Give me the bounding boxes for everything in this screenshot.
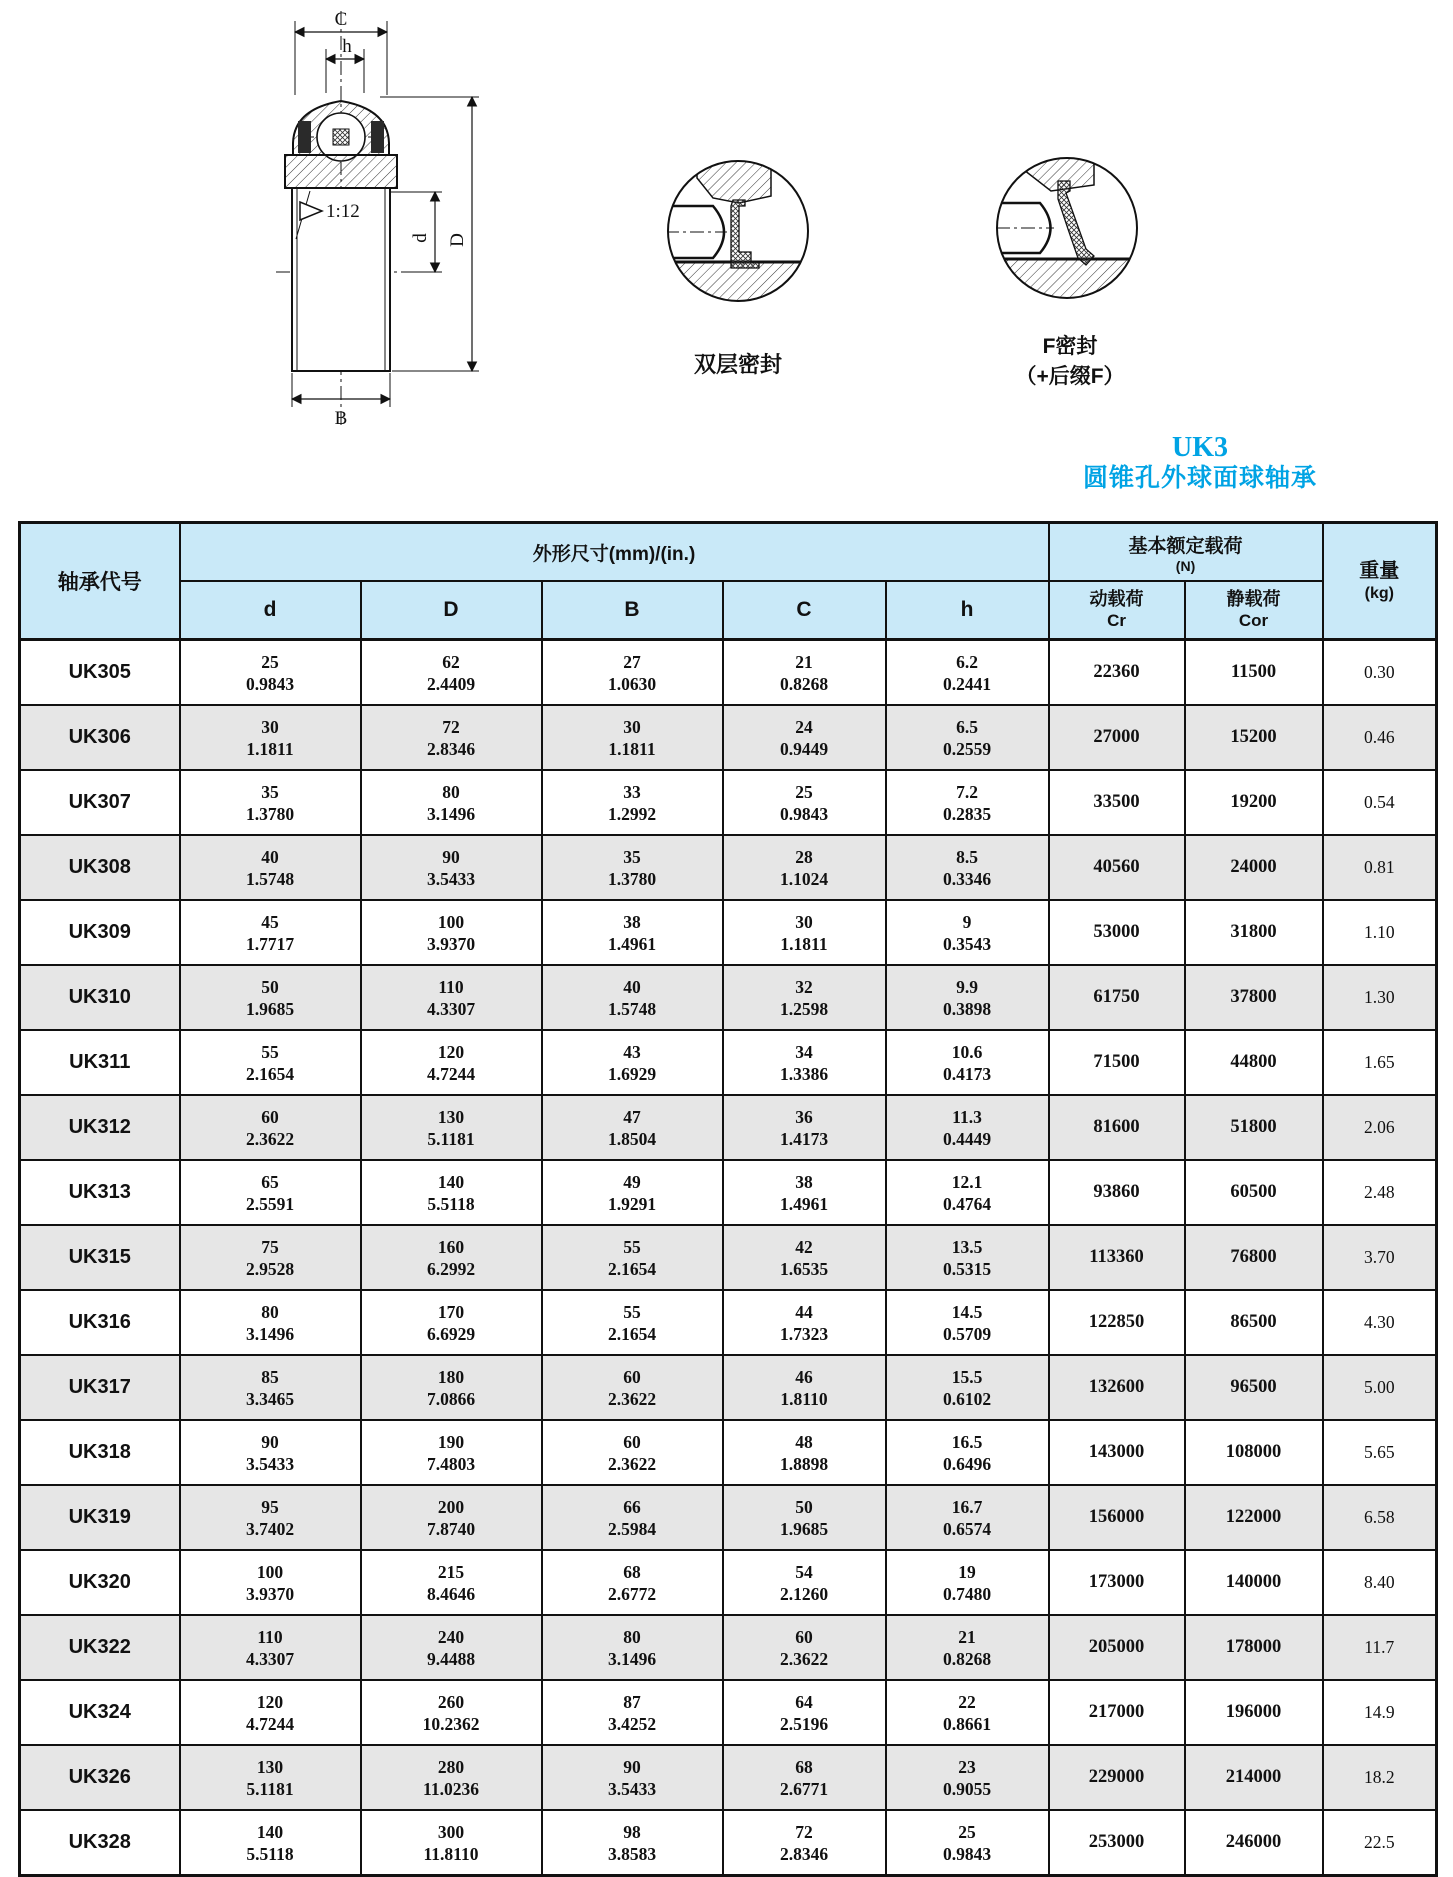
cell-dim-C: 68 2.6771 bbox=[723, 1745, 886, 1810]
double-seal-detail-drawing bbox=[663, 156, 813, 306]
cell-dim-D: 240 9.4488 bbox=[361, 1615, 542, 1680]
cell-dim-D: 130 5.1181 bbox=[361, 1095, 542, 1160]
cell-weight: 0.30 bbox=[1323, 640, 1437, 706]
cell-dim-d: 90 3.5433 bbox=[180, 1420, 361, 1485]
cell-bearing-code: UK318 bbox=[20, 1420, 180, 1485]
cell-dim-h: 8.5 0.3346 bbox=[886, 835, 1049, 900]
cell-dim-B: 68 2.6772 bbox=[542, 1550, 723, 1615]
table-row bbox=[20, 835, 1437, 900]
cell-static-load-cor: 196000 bbox=[1185, 1680, 1323, 1745]
adapter-collar-section bbox=[285, 155, 397, 188]
cell-dynamic-load-cr: 205000 bbox=[1049, 1615, 1185, 1680]
cell-static-load-cor: 31800 bbox=[1185, 900, 1323, 965]
cell-bearing-code: UK320 bbox=[20, 1550, 180, 1615]
cell-dim-D: 300 11.8110 bbox=[361, 1810, 542, 1876]
cell-dynamic-load-cr: 81600 bbox=[1049, 1095, 1185, 1160]
cell-dim-d: 75 2.9528 bbox=[180, 1225, 361, 1290]
dim-label-d: d bbox=[410, 233, 431, 243]
double-seal-caption: 双层密封 bbox=[693, 352, 782, 377]
technical-drawing-area bbox=[0, 0, 1453, 521]
f-seal-profile bbox=[1058, 181, 1094, 265]
cell-dim-B: 98 3.8583 bbox=[542, 1810, 723, 1876]
bearing-table-body bbox=[20, 640, 1437, 1876]
cell-weight: 1.65 bbox=[1323, 1030, 1437, 1095]
cell-dim-C: 25 0.9843 bbox=[723, 770, 886, 835]
f-seal-caption-line1: F密封 bbox=[1042, 335, 1098, 358]
header-weight-title: 重量 bbox=[1359, 559, 1400, 582]
cell-bearing-code: UK307 bbox=[20, 770, 180, 835]
cell-dim-D: 110 4.3307 bbox=[361, 965, 542, 1030]
cell-static-load-cor: 140000 bbox=[1185, 1550, 1323, 1615]
cell-dim-h: 23 0.9055 bbox=[886, 1745, 1049, 1810]
header-rated-load-unit: (N) bbox=[1175, 557, 1196, 574]
cell-dynamic-load-cr: 122850 bbox=[1049, 1290, 1185, 1355]
cell-dim-h: 15.5 0.6102 bbox=[886, 1355, 1049, 1420]
f-seal-detail-drawing bbox=[994, 155, 1140, 301]
cell-static-load-cor: 122000 bbox=[1185, 1485, 1323, 1550]
cell-dim-D: 170 6.6929 bbox=[361, 1290, 542, 1355]
cell-bearing-code: UK322 bbox=[20, 1615, 180, 1680]
dim-label-C: C bbox=[334, 9, 348, 30]
cell-bearing-code: UK310 bbox=[20, 965, 180, 1030]
cell-bearing-code: UK315 bbox=[20, 1225, 180, 1290]
cell-dim-d: 45 1.7717 bbox=[180, 900, 361, 965]
cell-dim-B: 27 1.0630 bbox=[542, 640, 723, 706]
cell-static-load-cor: 15200 bbox=[1185, 705, 1323, 770]
cell-dynamic-load-cr: 229000 bbox=[1049, 1745, 1185, 1810]
cell-dim-d: 60 2.3622 bbox=[180, 1095, 361, 1160]
cell-static-load-cor: 86500 bbox=[1185, 1290, 1323, 1355]
cell-dim-B: 33 1.2992 bbox=[542, 770, 723, 835]
cell-dim-C: 60 2.3622 bbox=[723, 1615, 886, 1680]
cell-dynamic-load-cr: 71500 bbox=[1049, 1030, 1185, 1095]
cell-dim-D: 90 3.5433 bbox=[361, 835, 542, 900]
cell-static-load-cor: 108000 bbox=[1185, 1420, 1323, 1485]
cell-dim-B: 40 1.5748 bbox=[542, 965, 723, 1030]
header-rated-load-title: 基本额定载荷 bbox=[1128, 535, 1243, 557]
cell-dim-B: 49 1.9291 bbox=[542, 1160, 723, 1225]
cell-dim-D: 140 5.5118 bbox=[361, 1160, 542, 1225]
cell-weight: 8.40 bbox=[1323, 1550, 1437, 1615]
table-row bbox=[20, 1745, 1437, 1810]
cell-dim-C: 46 1.8110 bbox=[723, 1355, 886, 1420]
cell-dim-C: 30 1.1811 bbox=[723, 900, 886, 965]
cell-static-load-cor: 19200 bbox=[1185, 770, 1323, 835]
cell-bearing-code: UK316 bbox=[20, 1290, 180, 1355]
cell-dynamic-load-cr: 156000 bbox=[1049, 1485, 1185, 1550]
cell-dynamic-load-cr: 53000 bbox=[1049, 900, 1185, 965]
cell-weight: 1.30 bbox=[1323, 965, 1437, 1030]
cell-dim-C: 34 1.3386 bbox=[723, 1030, 886, 1095]
table-row bbox=[20, 640, 1437, 706]
cell-dim-h: 25 0.9843 bbox=[886, 1810, 1049, 1876]
cell-dim-B: 55 2.1654 bbox=[542, 1290, 723, 1355]
header-dim-h: h bbox=[886, 581, 1049, 640]
header-dimensions-group: 外形尺寸(mm)/(in.) bbox=[180, 523, 1049, 582]
header-dim-C: C bbox=[723, 581, 886, 640]
cell-dim-h: 6.5 0.2559 bbox=[886, 705, 1049, 770]
cell-dim-d: 100 3.9370 bbox=[180, 1550, 361, 1615]
series-name: 圆锥孔外球面球轴承 bbox=[1082, 464, 1317, 493]
cell-dim-D: 160 6.2992 bbox=[361, 1225, 542, 1290]
cell-dim-d: 55 2.1654 bbox=[180, 1030, 361, 1095]
cell-static-load-cor: 178000 bbox=[1185, 1615, 1323, 1680]
cell-dynamic-load-cr: 40560 bbox=[1049, 835, 1185, 900]
cell-static-load-cor: 246000 bbox=[1185, 1810, 1323, 1876]
bearing-spec-table bbox=[18, 521, 1438, 1877]
cell-dim-B: 66 2.5984 bbox=[542, 1485, 723, 1550]
table-row bbox=[20, 900, 1437, 965]
cell-dim-h: 9.9 0.3898 bbox=[886, 965, 1049, 1030]
cell-dim-C: 72 2.8346 bbox=[723, 1810, 886, 1876]
cell-dim-B: 60 2.3622 bbox=[542, 1355, 723, 1420]
header-bearing-code: 轴承代号 bbox=[20, 523, 180, 640]
cell-dim-h: 16.7 0.6574 bbox=[886, 1485, 1049, 1550]
cell-static-load-cor: 51800 bbox=[1185, 1095, 1323, 1160]
cell-dim-d: 30 1.1811 bbox=[180, 705, 361, 770]
cell-dim-C: 64 2.5196 bbox=[723, 1680, 886, 1745]
cell-static-load-cor: 44800 bbox=[1185, 1030, 1323, 1095]
cell-dim-C: 32 1.2598 bbox=[723, 965, 886, 1030]
cell-dim-B: 90 3.5433 bbox=[542, 1745, 723, 1810]
cell-dim-d: 110 4.3307 bbox=[180, 1615, 361, 1680]
cell-dim-h: 6.2 0.2441 bbox=[886, 640, 1049, 706]
cell-dim-C: 38 1.4961 bbox=[723, 1160, 886, 1225]
cell-dim-B: 47 1.8504 bbox=[542, 1095, 723, 1160]
table-row bbox=[20, 1550, 1437, 1615]
cell-dim-d: 25 0.9843 bbox=[180, 640, 361, 706]
cell-dim-B: 38 1.4961 bbox=[542, 900, 723, 965]
header-weight bbox=[1323, 523, 1437, 640]
series-code: UK3 bbox=[1172, 432, 1228, 463]
table-row bbox=[20, 1355, 1437, 1420]
cell-dim-D: 180 7.0866 bbox=[361, 1355, 542, 1420]
cell-dim-D: 260 10.2362 bbox=[361, 1680, 542, 1745]
cell-dim-B: 43 1.6929 bbox=[542, 1030, 723, 1095]
cell-dim-D: 215 8.4646 bbox=[361, 1550, 542, 1615]
cell-dynamic-load-cr: 22360 bbox=[1049, 640, 1185, 706]
header-dim-D: D bbox=[361, 581, 542, 640]
double-seal-profile bbox=[731, 200, 759, 268]
cell-dynamic-load-cr: 253000 bbox=[1049, 1810, 1185, 1876]
cell-weight: 1.10 bbox=[1323, 900, 1437, 965]
table-row bbox=[20, 1030, 1437, 1095]
cell-static-load-cor: 11500 bbox=[1185, 640, 1323, 706]
cell-weight: 4.30 bbox=[1323, 1290, 1437, 1355]
header-weight-unit: (kg) bbox=[1364, 584, 1394, 602]
cell-weight: 0.54 bbox=[1323, 770, 1437, 835]
cell-dim-C: 28 1.1024 bbox=[723, 835, 886, 900]
cell-dim-h: 10.6 0.4173 bbox=[886, 1030, 1049, 1095]
cell-static-load-cor: 76800 bbox=[1185, 1225, 1323, 1290]
cell-dim-D: 200 7.8740 bbox=[361, 1485, 542, 1550]
cell-static-load-cor: 96500 bbox=[1185, 1355, 1323, 1420]
cell-dim-d: 65 2.5591 bbox=[180, 1160, 361, 1225]
cell-bearing-code: UK306 bbox=[20, 705, 180, 770]
cell-weight: 3.70 bbox=[1323, 1225, 1437, 1290]
table-row bbox=[20, 705, 1437, 770]
table-row bbox=[20, 1095, 1437, 1160]
cell-dynamic-load-cr: 27000 bbox=[1049, 705, 1185, 770]
cell-bearing-code: UK319 bbox=[20, 1485, 180, 1550]
cell-dim-d: 140 5.5118 bbox=[180, 1810, 361, 1876]
cell-bearing-code: UK317 bbox=[20, 1355, 180, 1420]
cell-dim-h: 22 0.8661 bbox=[886, 1680, 1049, 1745]
header-dim-d: d bbox=[180, 581, 361, 640]
cell-dynamic-load-cr: 93860 bbox=[1049, 1160, 1185, 1225]
table-row bbox=[20, 1680, 1437, 1745]
table-header bbox=[20, 523, 1437, 640]
cell-dim-h: 16.5 0.6496 bbox=[886, 1420, 1049, 1485]
cell-dynamic-load-cr: 132600 bbox=[1049, 1355, 1185, 1420]
bearing-cross-section-drawing bbox=[230, 5, 550, 435]
cell-bearing-code: UK308 bbox=[20, 835, 180, 900]
table-row bbox=[20, 1810, 1437, 1876]
cell-dim-d: 50 1.9685 bbox=[180, 965, 361, 1030]
cell-weight: 22.5 bbox=[1323, 1810, 1437, 1876]
cell-dim-h: 19 0.7480 bbox=[886, 1550, 1049, 1615]
cell-dim-B: 30 1.1811 bbox=[542, 705, 723, 770]
cell-dim-C: 42 1.6535 bbox=[723, 1225, 886, 1290]
cell-static-load-cor: 37800 bbox=[1185, 965, 1323, 1030]
cell-bearing-code: UK312 bbox=[20, 1095, 180, 1160]
cell-dim-D: 80 3.1496 bbox=[361, 770, 542, 835]
cell-dim-C: 54 2.1260 bbox=[723, 1550, 886, 1615]
cell-dim-h: 7.2 0.2835 bbox=[886, 770, 1049, 835]
seal-right bbox=[371, 121, 384, 153]
table-row bbox=[20, 1485, 1437, 1550]
cell-dynamic-load-cr: 217000 bbox=[1049, 1680, 1185, 1745]
cell-dim-B: 35 1.3780 bbox=[542, 835, 723, 900]
cell-dim-C: 44 1.7323 bbox=[723, 1290, 886, 1355]
cell-static-load-cor: 24000 bbox=[1185, 835, 1323, 900]
cell-weight: 6.58 bbox=[1323, 1485, 1437, 1550]
cell-bearing-code: UK326 bbox=[20, 1745, 180, 1810]
f-seal-caption-line2: （+后缀F） bbox=[1015, 365, 1125, 388]
cell-dim-d: 120 4.7244 bbox=[180, 1680, 361, 1745]
cell-dim-h: 11.3 0.4449 bbox=[886, 1095, 1049, 1160]
cell-dim-B: 60 2.3622 bbox=[542, 1420, 723, 1485]
table-row bbox=[20, 1225, 1437, 1290]
cell-bearing-code: UK311 bbox=[20, 1030, 180, 1095]
table-row bbox=[20, 1420, 1437, 1485]
header-static-load: 静载荷 Cor bbox=[1185, 581, 1323, 640]
cell-weight: 2.06 bbox=[1323, 1095, 1437, 1160]
cell-dynamic-load-cr: 33500 bbox=[1049, 770, 1185, 835]
cell-dim-D: 120 4.7244 bbox=[361, 1030, 542, 1095]
cell-bearing-code: UK305 bbox=[20, 640, 180, 706]
series-title-block bbox=[1050, 432, 1350, 493]
cell-dim-d: 80 3.1496 bbox=[180, 1290, 361, 1355]
cell-bearing-code: UK328 bbox=[20, 1810, 180, 1876]
cell-dim-C: 21 0.8268 bbox=[723, 640, 886, 706]
cell-dim-d: 95 3.7402 bbox=[180, 1485, 361, 1550]
cell-dim-h: 9 0.3543 bbox=[886, 900, 1049, 965]
dim-label-h: h bbox=[342, 36, 352, 57]
table-row bbox=[20, 770, 1437, 835]
header-dynamic-load: 动载荷 Cr bbox=[1049, 581, 1185, 640]
cell-dim-d: 85 3.3465 bbox=[180, 1355, 361, 1420]
cell-dim-C: 24 0.9449 bbox=[723, 705, 886, 770]
table-row bbox=[20, 1160, 1437, 1225]
cell-dim-d: 35 1.3780 bbox=[180, 770, 361, 835]
table-row bbox=[20, 965, 1437, 1030]
cell-dim-h: 14.5 0.5709 bbox=[886, 1290, 1049, 1355]
cell-dynamic-load-cr: 61750 bbox=[1049, 965, 1185, 1030]
cell-dim-D: 72 2.8346 bbox=[361, 705, 542, 770]
header-rated-load-group bbox=[1049, 523, 1323, 582]
cell-dim-h: 21 0.8268 bbox=[886, 1615, 1049, 1680]
cell-weight: 18.2 bbox=[1323, 1745, 1437, 1810]
cell-weight: 5.00 bbox=[1323, 1355, 1437, 1420]
taper-ratio-label: 1:12 bbox=[326, 201, 360, 222]
cell-dim-d: 40 1.5748 bbox=[180, 835, 361, 900]
cell-bearing-code: UK324 bbox=[20, 1680, 180, 1745]
cell-dynamic-load-cr: 143000 bbox=[1049, 1420, 1185, 1485]
dim-label-D: D bbox=[447, 233, 468, 247]
cell-dynamic-load-cr: 173000 bbox=[1049, 1550, 1185, 1615]
cell-weight: 2.48 bbox=[1323, 1160, 1437, 1225]
cell-weight: 5.65 bbox=[1323, 1420, 1437, 1485]
cell-weight: 14.9 bbox=[1323, 1680, 1437, 1745]
seal-left bbox=[298, 121, 311, 153]
cell-weight: 0.46 bbox=[1323, 705, 1437, 770]
cell-weight: 0.81 bbox=[1323, 835, 1437, 900]
cell-dim-d: 130 5.1181 bbox=[180, 1745, 361, 1810]
cell-dynamic-load-cr: 113360 bbox=[1049, 1225, 1185, 1290]
cell-dim-B: 87 3.4252 bbox=[542, 1680, 723, 1745]
cell-dim-h: 13.5 0.5315 bbox=[886, 1225, 1049, 1290]
cell-dim-C: 48 1.8898 bbox=[723, 1420, 886, 1485]
cell-static-load-cor: 60500 bbox=[1185, 1160, 1323, 1225]
table-row bbox=[20, 1615, 1437, 1680]
cell-dim-h: 12.1 0.4764 bbox=[886, 1160, 1049, 1225]
cell-dim-C: 50 1.9685 bbox=[723, 1485, 886, 1550]
table-row bbox=[20, 1290, 1437, 1355]
cell-dim-B: 80 3.1496 bbox=[542, 1615, 723, 1680]
cell-dim-D: 100 3.9370 bbox=[361, 900, 542, 965]
cell-dim-C: 36 1.4173 bbox=[723, 1095, 886, 1160]
cell-dim-B: 55 2.1654 bbox=[542, 1225, 723, 1290]
header-dim-B: B bbox=[542, 581, 723, 640]
cell-bearing-code: UK313 bbox=[20, 1160, 180, 1225]
cell-weight: 11.7 bbox=[1323, 1615, 1437, 1680]
ball-core-section bbox=[333, 129, 349, 145]
dim-label-B: B bbox=[334, 408, 348, 429]
cell-static-load-cor: 214000 bbox=[1185, 1745, 1323, 1810]
cell-dim-D: 280 11.0236 bbox=[361, 1745, 542, 1810]
cell-bearing-code: UK309 bbox=[20, 900, 180, 965]
cell-dim-D: 62 2.4409 bbox=[361, 640, 542, 706]
cell-dim-D: 190 7.4803 bbox=[361, 1420, 542, 1485]
